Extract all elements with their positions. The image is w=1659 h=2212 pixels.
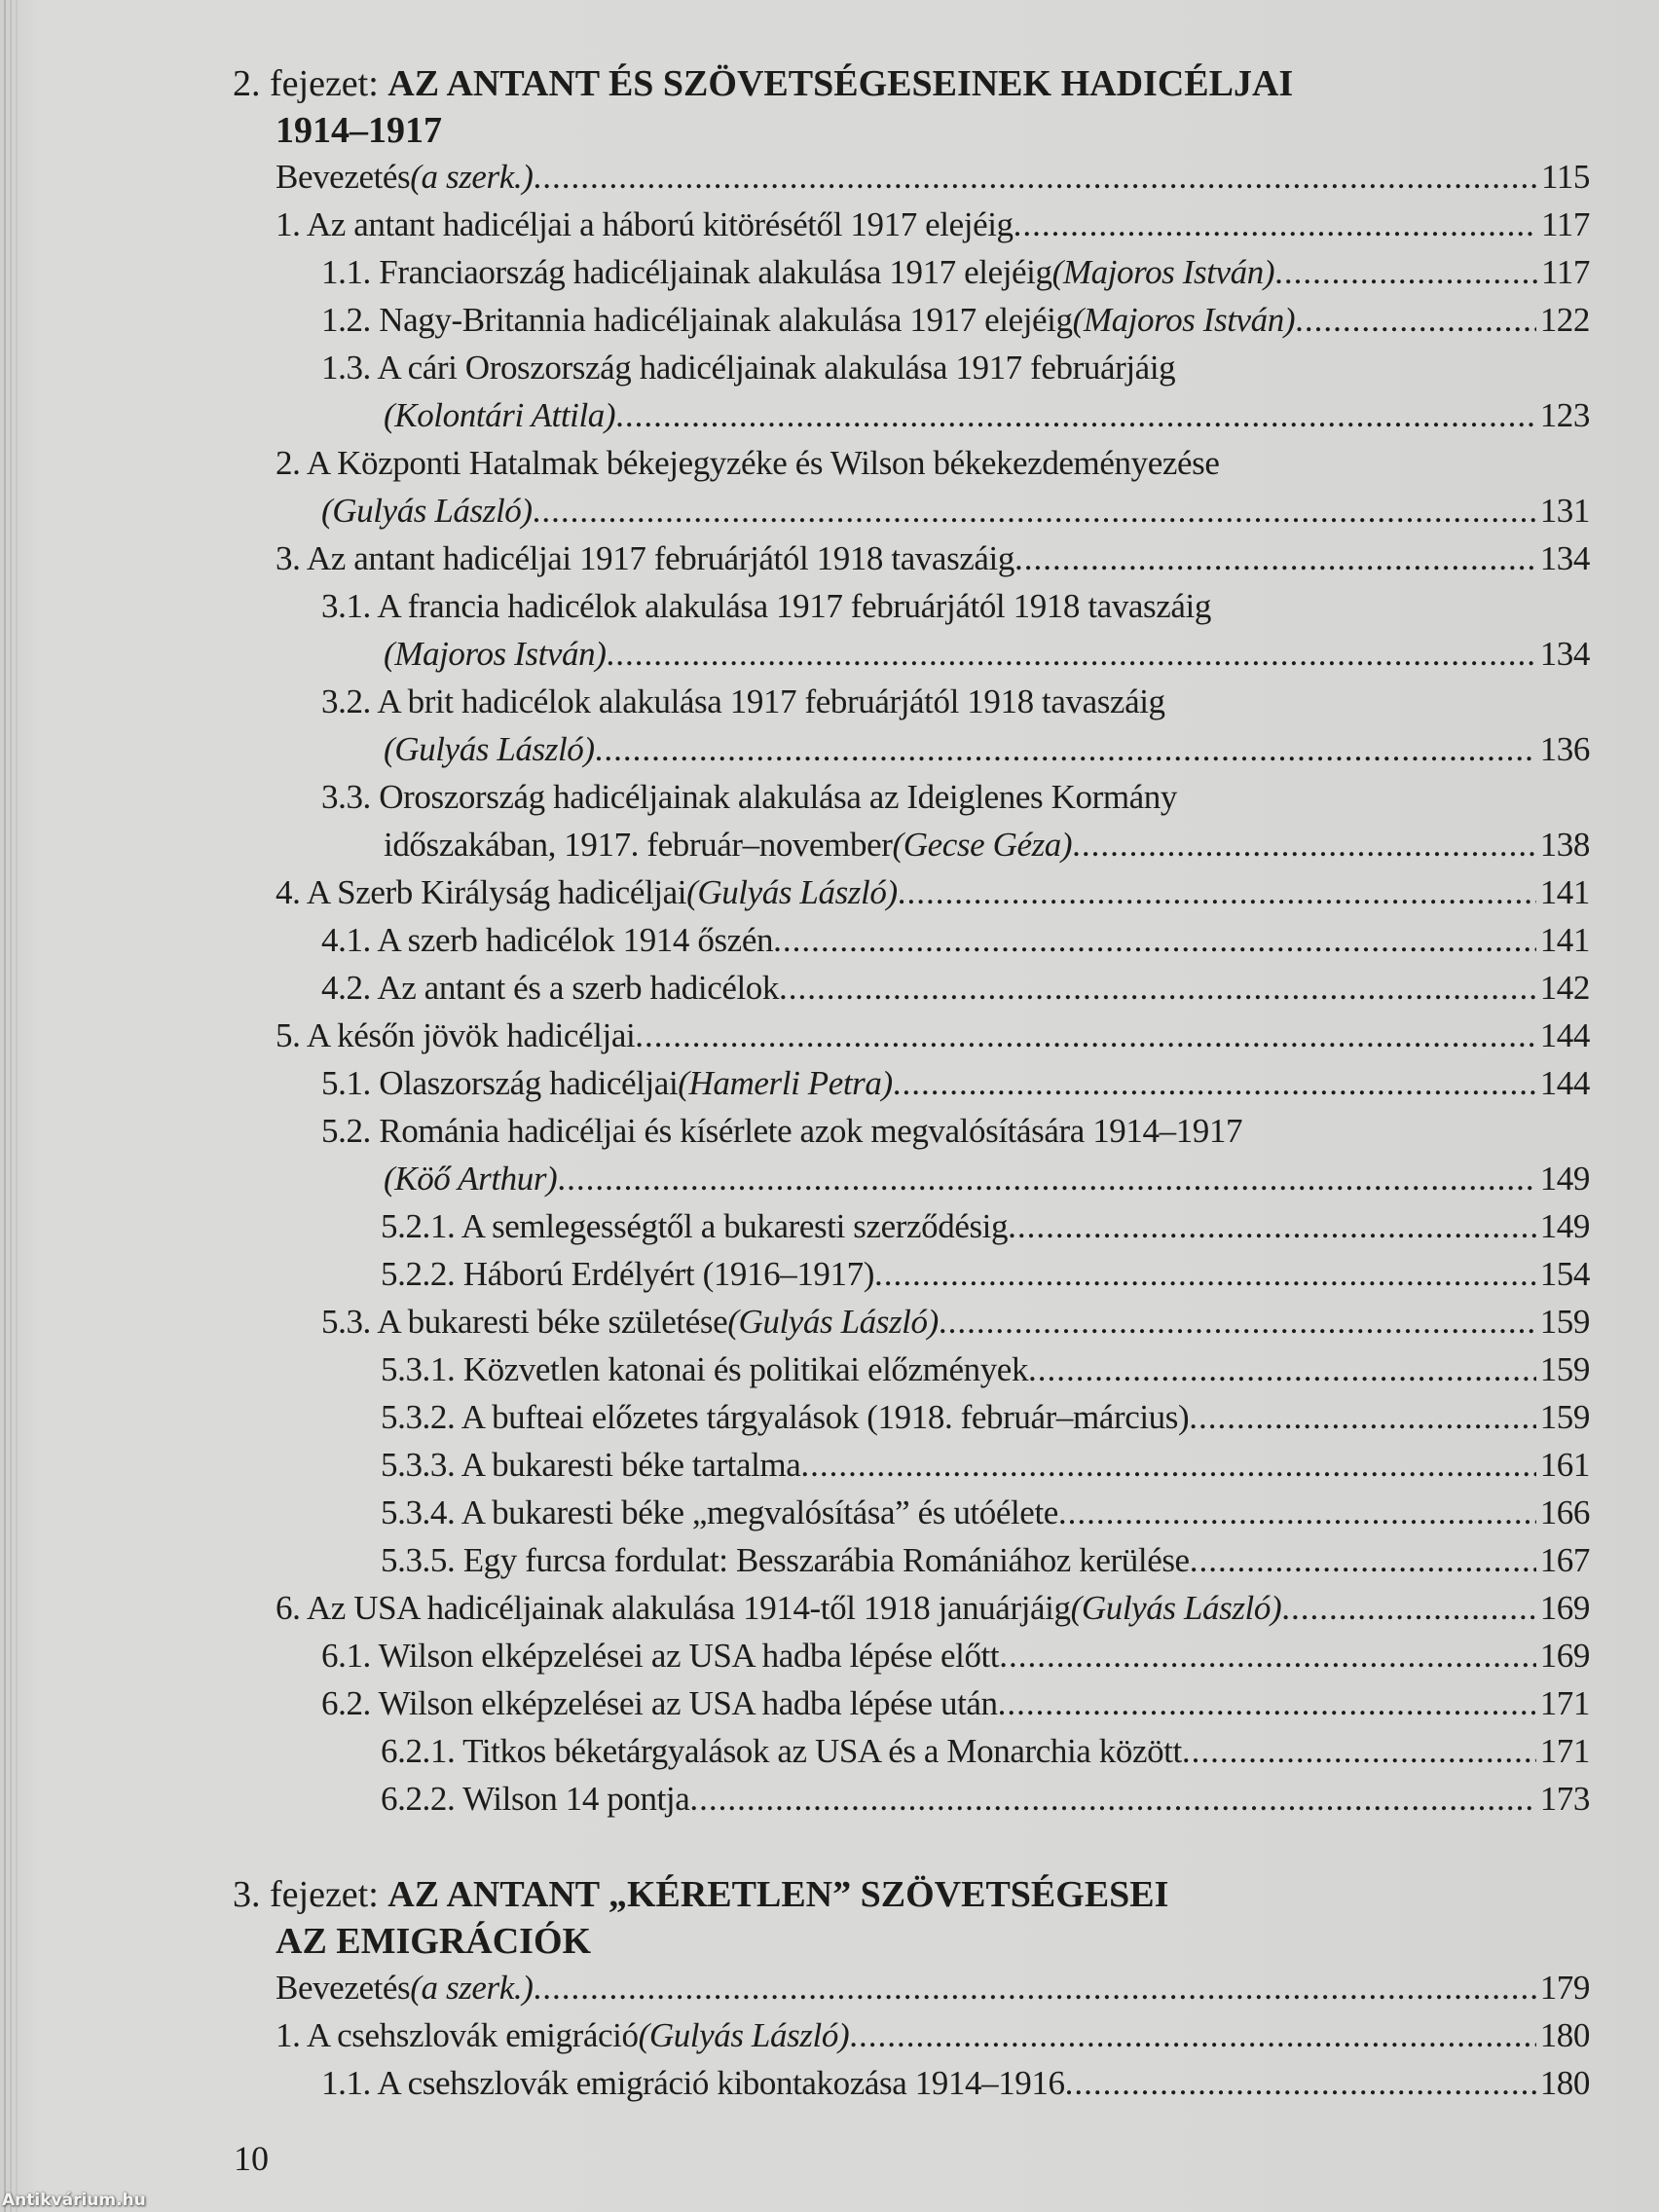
entry-page: 115: [1540, 158, 1590, 196]
dot-leader: [533, 487, 1536, 535]
entry-title: 5. A későn jövök hadicéljai: [276, 1016, 636, 1054]
entry-author: (a szerk.): [410, 1969, 534, 2007]
dot-leader: [534, 1964, 1536, 2011]
dot-leader: [1065, 2059, 1536, 2107]
chapter-heading: [233, 60, 1294, 151]
entry-page: 180: [1539, 2016, 1590, 2054]
dot-leader: [800, 1441, 1535, 1489]
entry-page: 123: [1539, 396, 1590, 434]
toc-entry[interactable]: [321, 1298, 1590, 1346]
entry-title: 2. A Központi Hatalmak békejegyzéke és Wilson békekezdeményezése: [276, 444, 1220, 482]
dot-leader: [557, 1155, 1535, 1202]
entry-title: 1. A csehszlovák emigráció: [276, 2016, 639, 2054]
dot-leader: [849, 2011, 1535, 2059]
dot-leader: [893, 1059, 1536, 1107]
entry-page: 142: [1539, 969, 1590, 1007]
toc-entry[interactable]: [276, 153, 1590, 201]
entry-title-cont: időszakában, 1917. február–november: [384, 826, 893, 864]
entry-author: (Gulyás László): [638, 2016, 850, 2054]
entry-title: 5.3.2. A bufteai előzetes tárgyalások (1918. február–március): [381, 1398, 1190, 1436]
entry-title: 4.2. Az antant és a szerb hadicélok: [321, 969, 779, 1007]
watermark: Antikvárium.hu: [2, 2191, 146, 2210]
dot-leader: [773, 916, 1536, 964]
toc-list: [0, 153, 1659, 1823]
toc-entry[interactable]: [276, 868, 1590, 916]
toc-entry-continuation: [384, 391, 1590, 439]
entry-page: 144: [1539, 1064, 1590, 1102]
toc-entry-continuation: [384, 821, 1590, 868]
toc-entry[interactable]: [381, 1393, 1590, 1441]
dot-leader: [1274, 248, 1537, 296]
entry-author: (Gulyás László): [321, 492, 533, 530]
dot-leader: [1190, 1536, 1536, 1584]
entry-author: (Kolontári Attila): [384, 396, 616, 434]
toc-entry[interactable]: [381, 1489, 1590, 1536]
dot-leader: [1014, 201, 1537, 248]
entry-title: 5.3.4. A bukaresti béke „megvalósítása” és utóélete: [381, 1493, 1058, 1531]
toc-entry[interactable]: [381, 1202, 1590, 1250]
entry-title: 5.1. Olaszország hadicéljai: [321, 1064, 679, 1102]
entry-page: 134: [1539, 635, 1590, 673]
entry-title: 3.3. Oroszország hadicéljainak alakulása az Ideiglenes Kormány: [321, 778, 1177, 816]
dot-leader: [607, 630, 1536, 678]
entry-title: 5.2.1. A semlegességtől a bukaresti szerződésig: [381, 1207, 1009, 1245]
entry-title: 1. Az antant hadicéljai a háború kitörésétől 1917 elejéig: [276, 205, 1014, 243]
entry-page: 171: [1539, 1732, 1590, 1770]
toc-entry[interactable]: [276, 201, 1590, 248]
entry-page: 141: [1539, 873, 1590, 911]
entry-page: 169: [1539, 1637, 1590, 1675]
entry-author: (a szerk.): [410, 158, 534, 196]
toc-entry-continuation: [384, 1155, 1590, 1202]
toc-list: [0, 1964, 1659, 2107]
toc-entry[interactable]: [321, 773, 1590, 821]
entry-page: 169: [1539, 1589, 1590, 1627]
dot-leader: [689, 1775, 1535, 1823]
toc-entry[interactable]: [381, 1250, 1590, 1298]
entry-page: 141: [1539, 921, 1590, 959]
entry-title: 6.1. Wilson elképzelései az USA hadba lépése előtt: [321, 1637, 1000, 1675]
toc-entry[interactable]: [381, 1346, 1590, 1393]
entry-page: 171: [1539, 1684, 1590, 1722]
chapter-title: AZ ANTANT ÉS SZÖVETSÉGESEINEK HADICÉLJAI: [387, 63, 1294, 104]
entry-author: (Majoros István): [384, 635, 607, 673]
chapter-title-line2: AZ EMIGRÁCIÓK: [276, 1921, 592, 1962]
toc-entry[interactable]: [321, 248, 1590, 296]
dot-leader: [998, 1679, 1536, 1727]
entry-author: (Gulyás László): [727, 1303, 939, 1341]
dot-leader: [595, 725, 1536, 773]
dot-leader: [874, 1250, 1536, 1298]
toc-entry[interactable]: [276, 1964, 1590, 2011]
toc-entry[interactable]: [381, 1441, 1590, 1489]
entry-page: 117: [1540, 205, 1590, 243]
toc-entry[interactable]: [321, 582, 1590, 630]
toc-entry[interactable]: [381, 1775, 1590, 1823]
entry-page: 149: [1539, 1160, 1590, 1198]
toc-entry[interactable]: [276, 439, 1590, 487]
entry-page: 122: [1539, 301, 1590, 339]
entry-author: (Majoros István): [1072, 301, 1296, 339]
entry-title: 5.3.3. A bukaresti béke tartalma: [381, 1446, 801, 1484]
entry-title: 1.2. Nagy-Britannia hadicéljainak alakulása 1917 elejéig: [321, 301, 1073, 339]
entry-title: 4.1. A szerb hadicélok 1914 őszén: [321, 921, 774, 959]
toc-entry[interactable]: [321, 2059, 1590, 2107]
entry-page: 134: [1539, 539, 1590, 577]
toc-entry[interactable]: [381, 1727, 1590, 1775]
entry-author: (Hamerli Petra): [678, 1064, 893, 1102]
entry-title: 6. Az USA hadicéljainak alakulása 1914-től 1918 januárjáig: [276, 1589, 1071, 1627]
entry-page: 166: [1539, 1493, 1590, 1531]
dot-leader: [999, 1632, 1535, 1679]
toc-entry[interactable]: [321, 964, 1590, 1012]
dot-leader: [615, 391, 1536, 439]
chapter-title-line2: 1914–1917: [276, 110, 442, 151]
dot-leader: [1072, 821, 1536, 868]
entry-title: 6.2. Wilson elképzelései az USA hadba lépése után: [321, 1684, 998, 1722]
chapter-title: AZ ANTANT „KÉRETLEN” SZÖVETSÉGESEI: [387, 1874, 1169, 1915]
toc-entry[interactable]: [321, 1632, 1590, 1679]
dot-leader: [534, 153, 1537, 201]
entry-title: 5.2.2. Háború Erdélyért (1916–1917): [381, 1255, 874, 1293]
entry-title: 1.3. A cári Oroszország hadicéljainak alakulása 1917 februárjáig: [321, 349, 1176, 387]
entry-page: 159: [1539, 1303, 1590, 1341]
dot-leader: [1008, 1202, 1536, 1250]
entry-author: (Gulyás László): [1070, 1589, 1282, 1627]
toc-entry[interactable]: [321, 1107, 1590, 1155]
toc-entry[interactable]: [276, 1012, 1590, 1059]
dot-leader: [898, 868, 1536, 916]
entry-page: 173: [1539, 1780, 1590, 1818]
entry-author: (Gecse Géza): [892, 826, 1073, 864]
dot-leader: [1182, 1727, 1536, 1775]
dot-leader: [1281, 1584, 1535, 1632]
entry-page: 144: [1539, 1016, 1590, 1054]
chapter-heading: [233, 1871, 1169, 1962]
dot-leader: [779, 964, 1536, 1012]
toc-entry-continuation: [384, 725, 1590, 773]
entry-title: 6.2.1. Titkos béketárgyalások az USA és a Monarchia között: [381, 1732, 1182, 1770]
toc-entry[interactable]: [321, 296, 1590, 344]
entry-title: 4. A Szerb Királyság hadicéljai: [276, 873, 687, 911]
dot-leader: [635, 1012, 1535, 1059]
page-number: 10: [234, 2139, 269, 2178]
entry-page: 117: [1540, 253, 1590, 291]
dot-leader: [939, 1298, 1536, 1346]
entry-title: 3.1. A francia hadicélok alakulása 1917 februárjától 1918 tavaszáig: [321, 587, 1211, 625]
entry-title: 5.3. A bukaresti béke születése: [321, 1303, 728, 1341]
toc-entry-continuation: [321, 487, 1590, 535]
toc-entry[interactable]: [321, 1059, 1590, 1107]
entry-title: 1.1. Franciaország hadicéljainak alakulása 1917 elejéig: [321, 253, 1052, 291]
entry-page: 179: [1539, 1969, 1590, 2007]
entry-author: (Köő Arthur): [384, 1160, 558, 1198]
toc-entry[interactable]: [321, 1679, 1590, 1727]
dot-leader: [1014, 535, 1536, 582]
toc-entry-continuation: [384, 630, 1590, 678]
entry-page: 131: [1539, 492, 1590, 530]
toc-entry[interactable]: [276, 1584, 1590, 1632]
entry-page: 154: [1539, 1255, 1590, 1293]
dot-leader: [1295, 296, 1536, 344]
entry-title: 1.1. A csehszlovák emigráció kibontakozása 1914–1916: [321, 2064, 1065, 2102]
entry-page: 161: [1539, 1446, 1590, 1484]
chapter-label: 3. fejezet:: [233, 1874, 379, 1915]
dot-leader: [1058, 1489, 1536, 1536]
toc-entry[interactable]: [276, 535, 1590, 582]
dot-leader: [1189, 1393, 1535, 1441]
entry-title: 6.2.2. Wilson 14 pontja: [381, 1780, 690, 1818]
entry-page: 159: [1539, 1398, 1590, 1436]
entry-title: Bevezetés: [276, 1969, 411, 2007]
toc-entry[interactable]: [321, 344, 1590, 391]
entry-title: 5.3.1. Közvetlen katonai és politikai előzmények: [381, 1350, 1029, 1388]
entry-title: 5.2. Románia hadicéljai és kísérlete azok megvalósítására 1914–1917: [321, 1112, 1243, 1150]
entry-page: 167: [1539, 1541, 1590, 1579]
entry-page: 159: [1539, 1350, 1590, 1388]
entry-title: Bevezetés: [276, 158, 411, 196]
entry-author: (Gulyás László): [686, 873, 898, 911]
toc-entry[interactable]: [381, 1536, 1590, 1584]
entry-title: 3. Az antant hadicéljai 1917 februárjától 1918 tavaszáig: [276, 539, 1014, 577]
entry-title: 5.3.5. Egy furcsa fordulat: Besszarábia Romániához kerülése: [381, 1541, 1190, 1579]
entry-author: (Majoros István): [1051, 253, 1275, 291]
chapter-label: 2. fejezet:: [233, 63, 379, 104]
entry-page: 180: [1539, 2064, 1590, 2102]
toc-entry[interactable]: [321, 916, 1590, 964]
dot-leader: [1028, 1346, 1536, 1393]
toc-entry[interactable]: [321, 678, 1590, 725]
toc-entry[interactable]: [276, 2011, 1590, 2059]
entry-page: 149: [1539, 1207, 1590, 1245]
entry-page: 136: [1539, 730, 1590, 768]
entry-author: (Gulyás László): [384, 730, 595, 768]
entry-title: 3.2. A brit hadicélok alakulása 1917 februárjától 1918 tavaszáig: [321, 682, 1165, 720]
entry-page: 138: [1539, 826, 1590, 864]
